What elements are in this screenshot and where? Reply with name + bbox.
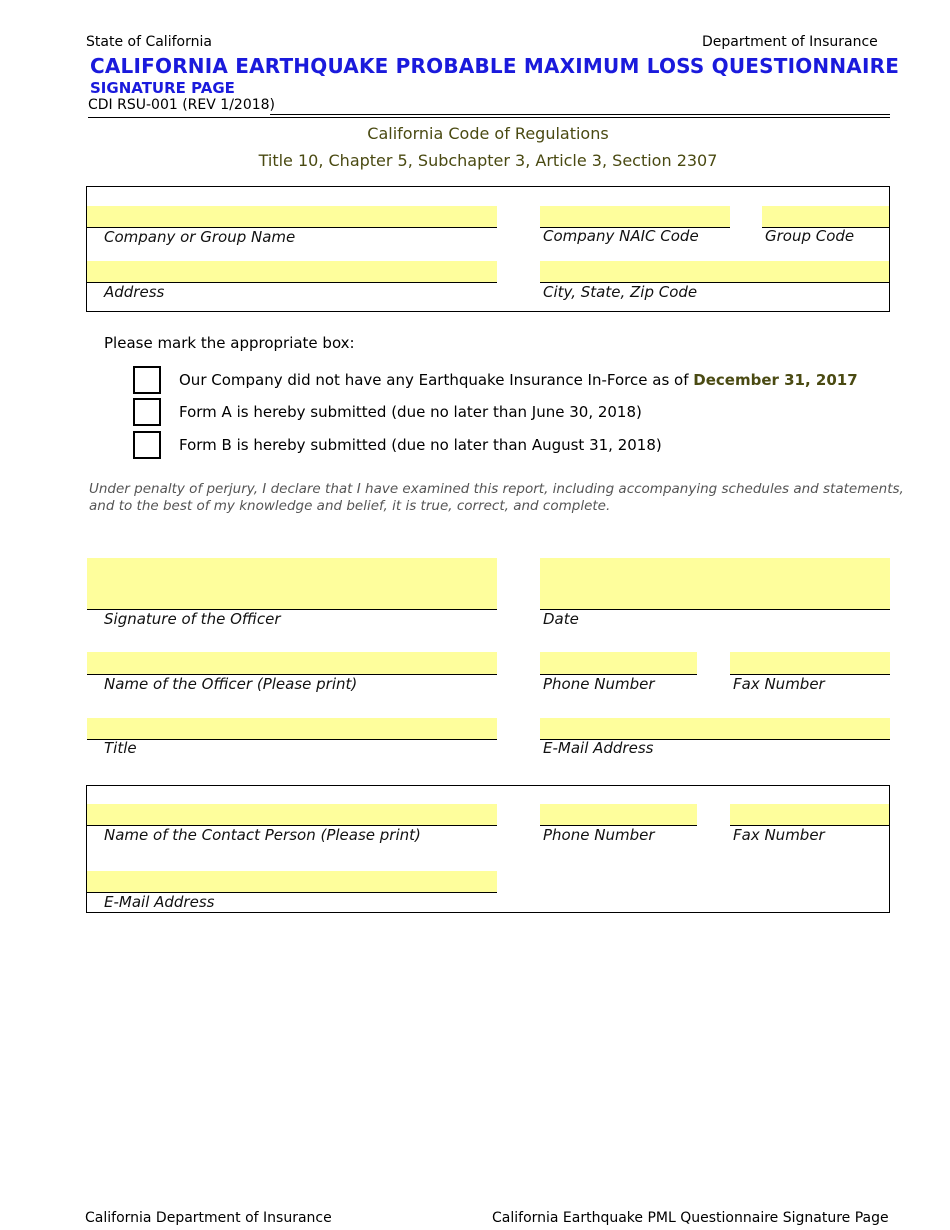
- option-no-insurance-text: Our Company did not have any Earthquake Insurance In-Force as of: [179, 371, 694, 389]
- option-no-insurance-date: December 31, 2017: [693, 371, 858, 389]
- officer-email-field[interactable]: [540, 718, 890, 740]
- city-state-zip-field[interactable]: [540, 261, 889, 283]
- company-name-field[interactable]: [87, 206, 497, 228]
- regulation-line1: California Code of Regulations: [367, 124, 609, 143]
- state-label: State of California: [86, 34, 212, 50]
- page-title: CALIFORNIA EARTHQUAKE PROBABLE MAXIMUM LOSS QUESTIONNAIRE: [90, 54, 900, 78]
- contact-email-label: E-Mail Address: [104, 893, 215, 911]
- group-code-label: Group Code: [765, 227, 855, 245]
- date-field[interactable]: [540, 558, 890, 610]
- footer-left: California Department of Insurance: [85, 1210, 332, 1226]
- declaration-line1: Under penalty of perjury, I declare that I have examined this report, including accompanying schedules and statements,: [89, 481, 904, 497]
- officer-phone-label: Phone Number: [543, 675, 655, 693]
- option-form-a-text: Form A is hereby submitted (due no later than June 30, 2018): [179, 403, 642, 421]
- group-code-field[interactable]: [762, 206, 889, 228]
- officer-title-field[interactable]: [87, 718, 497, 740]
- regulation-line2: Title 10, Chapter 5, Subchapter 3, Article 3, Section 2307: [258, 151, 718, 170]
- officer-name-field[interactable]: [87, 652, 497, 675]
- officer-email-label: E-Mail Address: [543, 739, 654, 757]
- naic-code-field[interactable]: [540, 206, 730, 228]
- options-prompt: Please mark the appropriate box:: [104, 334, 355, 352]
- officer-fax-label: Fax Number: [733, 675, 825, 693]
- contact-fax-field[interactable]: [730, 804, 889, 826]
- date-label: Date: [543, 610, 579, 628]
- footer-right: California Earthquake PML Questionnaire Signature Page: [492, 1210, 889, 1226]
- officer-fax-field[interactable]: [730, 652, 890, 675]
- contact-email-field[interactable]: [87, 871, 497, 893]
- contact-phone-label: Phone Number: [543, 826, 655, 844]
- officer-phone-field[interactable]: [540, 652, 697, 675]
- no-insurance-checkbox[interactable]: [133, 366, 161, 394]
- contact-phone-field[interactable]: [540, 804, 697, 826]
- signature-field[interactable]: [87, 558, 497, 610]
- address-field[interactable]: [87, 261, 497, 283]
- declaration-line2: and to the best of my knowledge and belief, it is true, correct, and complete.: [89, 498, 611, 514]
- option-form-b-text: Form B is hereby submitted (due no later than August 31, 2018): [179, 436, 662, 454]
- address-label: Address: [104, 283, 165, 301]
- header-rule-top: [270, 114, 890, 115]
- form-code: CDI RSU-001 (REV 1/2018): [88, 97, 275, 113]
- form-a-checkbox[interactable]: [133, 398, 161, 426]
- contact-name-field[interactable]: [87, 804, 497, 826]
- company-section: [86, 186, 890, 312]
- company-name-label: Company or Group Name: [104, 228, 296, 246]
- option-no-insurance: [179, 371, 858, 389]
- signature-label: Signature of the Officer: [104, 610, 281, 628]
- page-subtitle: SIGNATURE PAGE: [90, 79, 235, 97]
- contact-name-label: Name of the Contact Person (Please print): [104, 826, 421, 844]
- city-state-zip-label: City, State, Zip Code: [543, 283, 698, 301]
- contact-fax-label: Fax Number: [733, 826, 825, 844]
- form-b-checkbox[interactable]: [133, 431, 161, 459]
- officer-title-label: Title: [104, 739, 137, 757]
- department-label: Department of Insurance: [702, 34, 878, 50]
- naic-code-label: Company NAIC Code: [543, 227, 699, 245]
- header-rule-bottom: [88, 117, 890, 118]
- officer-name-label: Name of the Officer (Please print): [104, 675, 358, 693]
